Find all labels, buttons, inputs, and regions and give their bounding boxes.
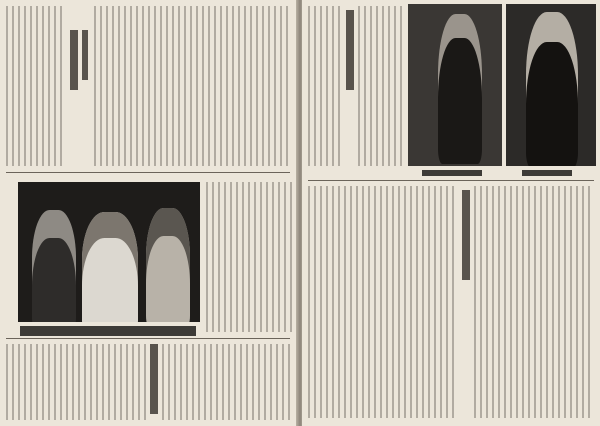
text-column-block bbox=[6, 344, 146, 420]
text-column-block bbox=[358, 6, 404, 166]
guitarist-photo bbox=[408, 4, 502, 166]
section-heading bbox=[462, 190, 470, 280]
section-heading bbox=[150, 344, 158, 414]
section-heading bbox=[82, 30, 88, 80]
performer-figure bbox=[82, 212, 138, 322]
performer-figure bbox=[146, 208, 190, 322]
section-heading bbox=[70, 30, 78, 90]
text-column-block bbox=[6, 6, 66, 166]
text-column-block bbox=[474, 186, 594, 418]
section-heading bbox=[346, 10, 354, 90]
guitarist-figure bbox=[438, 14, 482, 164]
divider bbox=[6, 338, 290, 339]
divider bbox=[308, 180, 594, 181]
singer-figure bbox=[526, 12, 578, 166]
text-column-block bbox=[94, 6, 290, 166]
singer-photo bbox=[506, 4, 596, 166]
text-column-block bbox=[308, 6, 342, 166]
divider bbox=[6, 172, 290, 173]
photo-caption bbox=[522, 170, 572, 176]
text-column-block bbox=[162, 344, 292, 420]
text-column-block bbox=[206, 182, 292, 332]
performer-figure bbox=[32, 210, 76, 322]
left-page bbox=[0, 0, 298, 426]
right-page bbox=[302, 0, 600, 426]
text-column-block bbox=[308, 186, 458, 418]
photo-caption bbox=[20, 326, 196, 336]
performers-photo bbox=[18, 182, 200, 322]
photo-caption bbox=[422, 170, 482, 176]
